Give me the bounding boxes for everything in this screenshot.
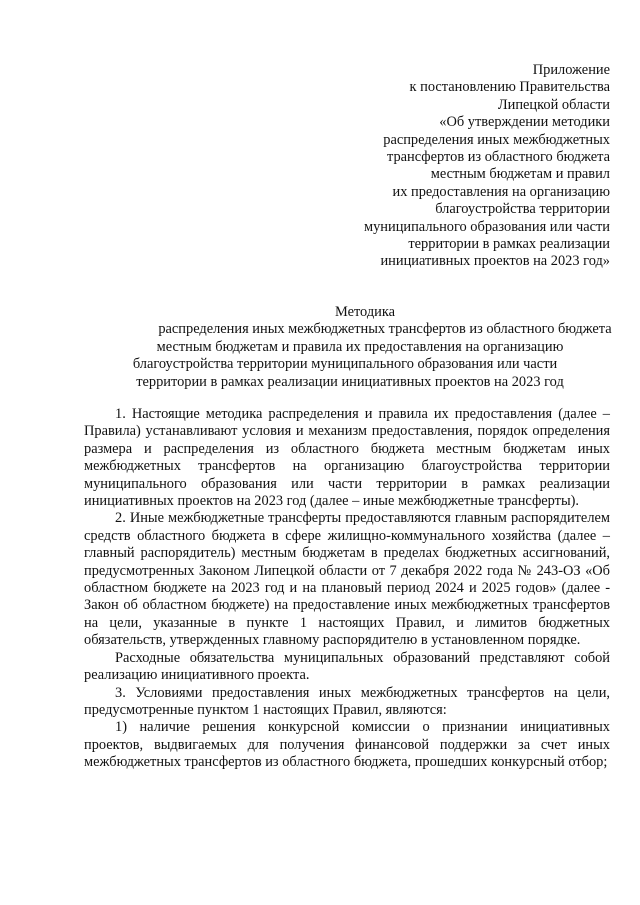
appendix-line: Липецкой области bbox=[497, 96, 610, 113]
document-title bbox=[0, 304, 640, 391]
title-line: благоустройства территории муниципального образования или части bbox=[132, 356, 558, 373]
title-line: местным бюджетам и правила их предоставления на организацию bbox=[156, 338, 564, 355]
appendix-line: их предоставления на организацию bbox=[392, 183, 610, 200]
paragraph-1: 1. Настоящие методика распределения и правила их предоставления (далее – Правила) устанавливают условия и механизм предоставления, порядок определения размера и распределения из областного бюджета местным бюджетам иных межбюджетных трансфертов на организацию благоустройства территории муниципального образования или части территории в рамках реализации инициативных проектов на 2023 год (далее – иные межбюджетные трансферты). bbox=[84, 406, 610, 510]
title-heading: Методика bbox=[334, 304, 396, 320]
document-body bbox=[84, 406, 610, 772]
appendix-line: инициативных проектов на 2023 год» bbox=[380, 253, 610, 270]
title-line: территории в рамках реализации инициативных проектов на 2023 год bbox=[136, 373, 564, 390]
paragraph-expenses: Расходные обязательства муниципальных образований представляют собой реализацию инициативного проекта. bbox=[84, 649, 610, 684]
paragraph-3: 3. Условиями предоставления иных межбюджетных трансфертов на цели, предусмотренные пунктом 1 настоящих Правил, являются: bbox=[84, 684, 610, 718]
appendix-line: распределения иных межбюджетных bbox=[383, 131, 610, 148]
appendix-line: благоустройства территории bbox=[435, 201, 610, 218]
appendix-line: территории в рамках реализации bbox=[408, 236, 610, 253]
appendix-line: к постановлению Правительства bbox=[409, 79, 610, 96]
paragraph-3-item-1: 1) наличие решения конкурсной комиссии о признании инициативных проектов, выдвигаемых для получения финансовой поддержки за счет иных межбюджетных трансфертов из областного бюджета, прошедших конкурсный отбор; bbox=[84, 719, 610, 771]
appendix-line: муниципального образования или части bbox=[364, 218, 610, 235]
paragraph-2: 2. Иные межбюджетные трансферты предоставляются главным распорядителем средств областного бюджета в сфере жилищно-коммунального хозяйства (далее – главный распорядитель) местным бюджетам в пределах бюджетных ассигнований, предусмотренных Законом Липецкой области от 7 декабря 2022 года № 243-ОЗ «Об областном бюджете на 2023 год и на плановый период 2024 и 2025 годов» (далее - Закон об областном бюджете) на предоставление иных межбюджетных трансфертов на цели, указанные в пункте 1 настоящих Правил, и лимитов бюджетных обязательств, утвержденных главному распорядителю в установленном порядке. bbox=[84, 510, 610, 649]
appendix-line: трансфертов из областного бюджета bbox=[387, 149, 610, 166]
appendix-line: Приложение bbox=[532, 62, 610, 78]
title-line: распределения иных межбюджетных трансфертов из областного бюджета bbox=[158, 321, 612, 338]
appendix-block bbox=[310, 62, 610, 271]
appendix-line: местным бюджетам и правил bbox=[430, 166, 610, 183]
appendix-line: «Об утверждении методики bbox=[439, 114, 610, 131]
